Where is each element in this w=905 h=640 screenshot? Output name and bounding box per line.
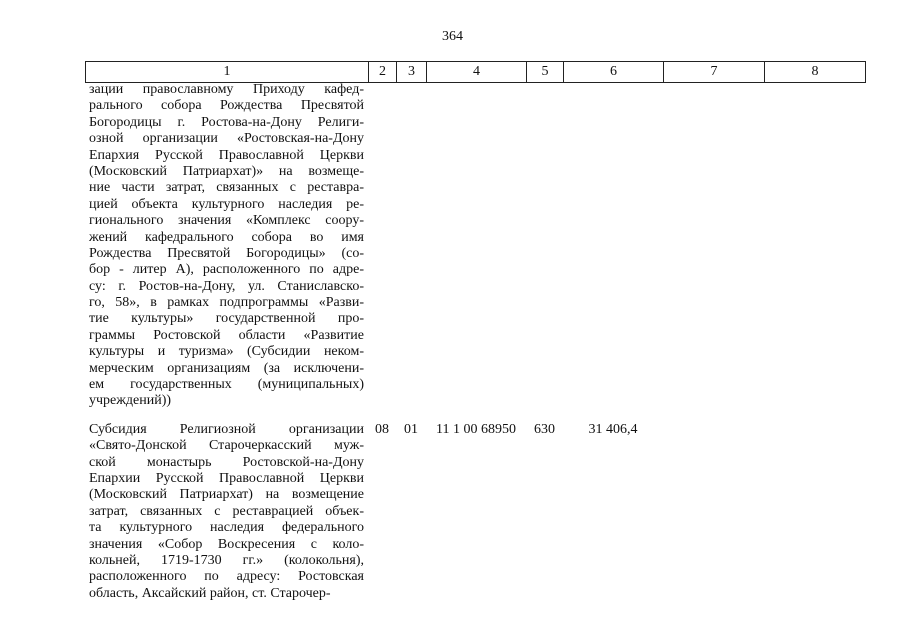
column-header-row: [86, 62, 866, 83]
description-line: (Московский Патриархат)» на возмеще-: [89, 163, 364, 179]
column-header-3: 3: [397, 62, 427, 83]
description-line: Епархии Русской Православной Церкви: [89, 470, 364, 486]
description-line: цией объекта культурного наследия ре-: [89, 196, 364, 212]
description-line: учреждений)): [89, 393, 172, 409]
column-header-2: 2: [369, 62, 397, 83]
description-line: затрат, связанных с реставрацией объек-: [89, 503, 364, 519]
table-row: [85, 82, 865, 410]
page-number: 364: [442, 29, 463, 44]
description-line: кольней, 1719-1730 гг.» (колокольня),: [89, 552, 364, 568]
description-line: зации православному Приходу кафед-: [89, 82, 364, 97]
description-line: гионального значения «Комплекс соору-: [89, 213, 364, 229]
description-line: расположенного по адресу: Ростовская: [89, 569, 364, 585]
column-header-1: 1: [86, 62, 369, 83]
column-header-7: 7: [664, 62, 765, 83]
table-row: [85, 422, 865, 602]
description-line: рального собора Рождества Пресвятой: [89, 98, 364, 114]
row-description: [85, 82, 364, 410]
column-header-5: 5: [527, 62, 564, 83]
description-line: Богородицы г. Ростова-на-Дону Религи-: [89, 114, 364, 130]
column-header-6: 6: [564, 62, 664, 83]
description-line: го, 58», в рамках подпрограммы «Разви-: [89, 295, 364, 311]
target-article-code: 11 1 00 68950: [436, 421, 516, 437]
column-header-4: 4: [427, 62, 527, 83]
description-line: бор - литер А), расположенного по адре-: [89, 262, 364, 278]
description-line: Субсидия Религиозной организации: [89, 421, 364, 437]
description-line: су: г. Ростов-на-Дону, ул. Станиславско-: [89, 278, 364, 294]
description-line: та культурного наследия федерального: [89, 520, 364, 536]
subsection-code: 01: [404, 421, 418, 437]
column-header-table: [85, 61, 866, 83]
table-body: [85, 82, 865, 602]
row-description: [85, 422, 364, 602]
description-line: ской монастырь Ростовской-на-Дону: [89, 454, 364, 470]
expense-type-code: 630: [534, 421, 555, 437]
description-line: тие культуры» государственной про-: [89, 311, 364, 327]
section-code: 08: [375, 421, 389, 437]
description-line: культуры и туризма» (Субсидии неком-: [89, 344, 364, 360]
description-line: (Московский Патриархат) на возмещение: [89, 487, 364, 503]
description-line: граммы Ростовской области «Развитие: [89, 327, 364, 343]
description-line: ние части затрат, связанных с реставра-: [89, 180, 364, 196]
description-line: жений кафедрального собора во имя: [89, 229, 364, 245]
description-line: «Свято-Донской Старочеркасский муж-: [89, 438, 364, 454]
description-line: озной организации «Ростовская-на-Дону: [89, 131, 364, 147]
description-line: Епархия Русской Православной Церкви: [89, 147, 364, 163]
column-header-8: 8: [765, 62, 866, 83]
description-line: область, Аксайский район, ст. Старочер-: [89, 585, 331, 601]
description-line: Рождества Пресвятой Богородицы» (со-: [89, 245, 364, 261]
description-line: мерческим организациям (за исключени-: [89, 360, 364, 376]
description-line: ем государственных (муниципальных): [89, 377, 364, 393]
amount-value: 31 406,4: [588, 421, 638, 437]
description-line: значения «Собор Воскресения с коло-: [89, 536, 364, 552]
